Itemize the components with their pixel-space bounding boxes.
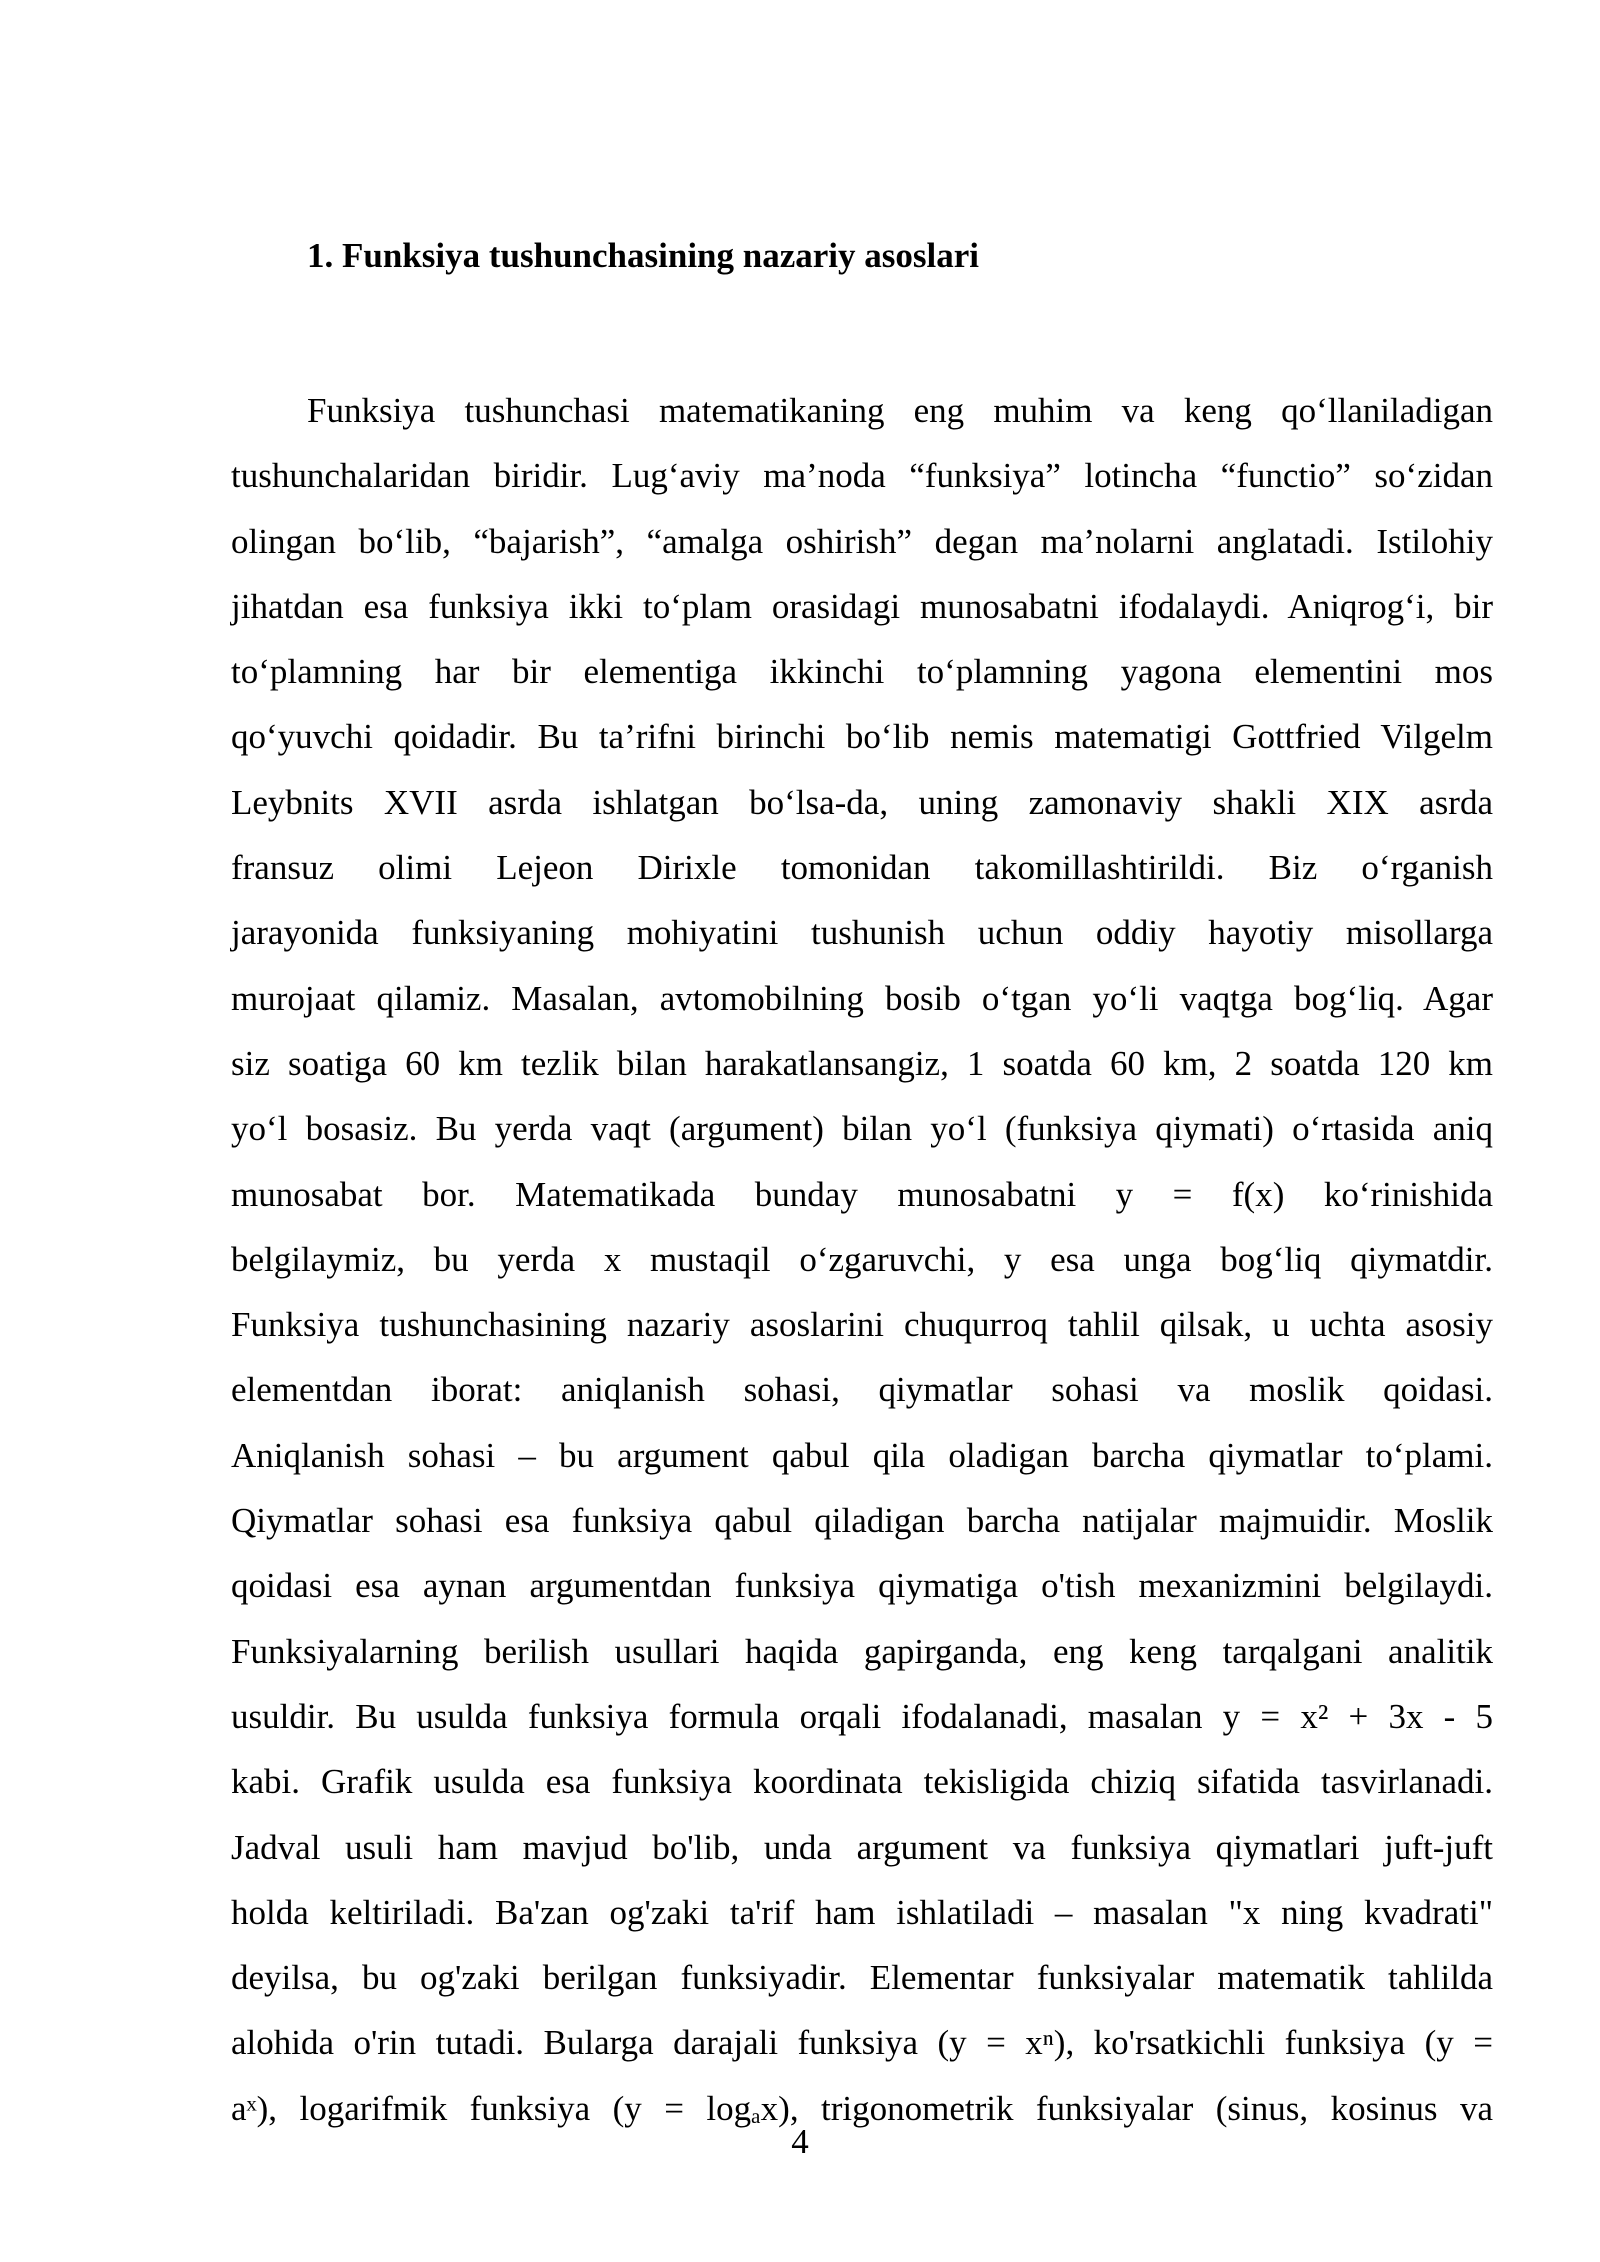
- paragraph-line: to‘plamning har bir elementiga ikkinchi to‘plamning yagona elementini mos: [231, 652, 1493, 692]
- paragraph-line: deyilsa, bu og'zaki berilgan funksiyadir. Elementar funksiyalar matematik tahlilda: [231, 1958, 1493, 1998]
- paragraph-line: murojaat qilamiz. Masalan, avtomobilning bosib o‘tgan yo‘li vaqtga bog‘liq. Agar: [231, 978, 1493, 1018]
- paragraph-line: jihatdan esa funksiya ikki to‘plam orasidagi munosabatni ifodalaydi. Aniqrog‘i, bir: [231, 586, 1493, 626]
- paragraph-line: Funksiyalarning berilish usullari haqida gapirganda, eng keng tarqalgani analitik: [231, 1631, 1493, 1671]
- paragraph-line: yo‘l bosasiz. Bu yerda vaqt (argument) bilan yo‘l (funksiya qiymati) o‘rtasida aniq: [231, 1109, 1493, 1149]
- paragraph-line: Funksiya tushunchasining nazariy asoslarini chuqurroq tahlil qilsak, u uchta asosiy: [231, 1305, 1493, 1345]
- paragraph-line: munosabat bor. Matematikada bunday munosabatni y = f(x) ko‘rinishida: [231, 1174, 1493, 1214]
- paragraph-line: usuldir. Bu usulda funksiya formula orqali ifodalanadi, masalan y = x² + 3x - 5: [231, 1696, 1493, 1736]
- paragraph-line: elementdan iborat: aniqlanish sohasi, qiymatlar sohasi va moslik qoidasi.: [231, 1370, 1493, 1410]
- body-paragraph: [231, 378, 1493, 2141]
- paragraph-line: Qiymatlar sohasi esa funksiya qabul qiladigan barcha natijalar majmuidir. Moslik: [231, 1501, 1493, 1541]
- paragraph-line: jarayonida funksiyaning mohiyatini tushunish uchun oddiy hayotiy misollarga: [231, 913, 1493, 953]
- paragraph-line: alohida o'rin tutadi. Bularga darajali funksiya (y = xⁿ), ko'rsatkichli funksiya (y =: [231, 2023, 1493, 2063]
- paragraph-line: Aniqlanish sohasi – bu argument qabul qila oladigan barcha qiymatlar to‘plami.: [231, 1435, 1493, 1475]
- paragraph-line: Funksiya tushunchasi matematikaning eng muhim va keng qo‘llaniladigan: [307, 391, 1493, 430]
- paragraph-line: siz soatiga 60 km tezlik bilan harakatlansangiz, 1 soatda 60 km, 2 soatda 120 km: [231, 1043, 1493, 1083]
- paragraph-line: Jadval usuli ham mavjud bo'lib, unda argument va funksiya qiymatlari juft-juft: [231, 1827, 1493, 1867]
- paragraph-line: belgilaymiz, bu yerda x mustaqil o‘zgaruvchi, y esa unga bog‘liq qiymatdir.: [231, 1239, 1493, 1279]
- paragraph-line: holda keltiriladi. Ba'zan og'zaki ta'rif ham ishlatiladi – masalan "x ning kvadrati": [231, 1892, 1493, 1932]
- paragraph-line: qo‘yuvchi qoidadir. Bu ta’rifni birinchi bo‘lib nemis matematigi Gottfried Vilgelm: [231, 717, 1493, 757]
- paragraph-line: kabi. Grafik usulda esa funksiya koordinata tekisligida chiziq sifatida tasvirlanadi.: [231, 1762, 1493, 1802]
- paragraph-line: olingan bo‘lib, “bajarish”, “amalga oshirish” degan ma’nolarni anglatadi. Istilohiy: [231, 521, 1493, 561]
- paragraph-line: qoidasi esa aynan argumentdan funksiya qiymatiga o'tish mexanizmini belgilaydi.: [231, 1566, 1493, 1606]
- page-number: 4: [791, 2122, 809, 2161]
- paragraph-line: Leybnits XVII asrda ishlatgan bo‘lsa-da, uning zamonaviy shakli XIX asrda: [231, 782, 1493, 822]
- paragraph-line: fransuz olimi Lejeon Dirixle tomonidan takomillashtirildi. Biz o‘rganish: [231, 848, 1493, 888]
- section-heading: 1. Funksiya tushunchasining nazariy asoslari: [307, 236, 979, 275]
- paragraph-line: tushunchalaridan biridir. Lug‘aviy ma’noda “funksiya” lotincha “functio” so‘zidan: [231, 456, 1493, 496]
- paragraph-line: aˣ), logarifmik funksiya (y = logₐx), trigonometrik funksiyalar (sinus, kosinus va: [231, 2088, 1493, 2128]
